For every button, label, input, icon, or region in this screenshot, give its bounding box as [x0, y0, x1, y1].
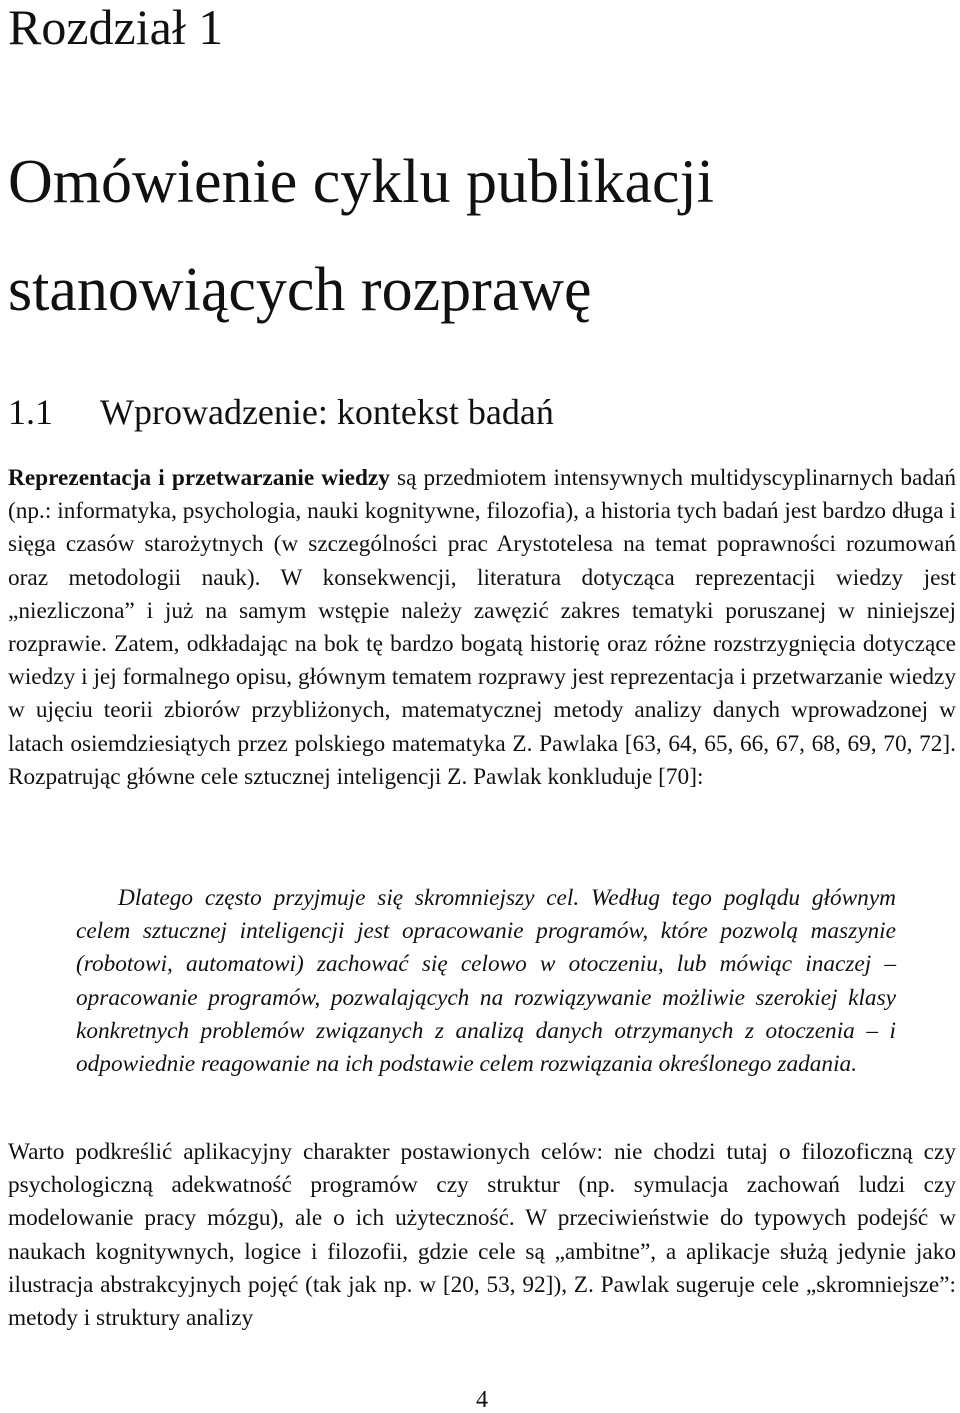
- document-page: [8, 0, 956, 1413]
- page-number: 4: [476, 1387, 488, 1413]
- block-quote: [76, 882, 896, 1081]
- bold-lead-term: Reprezentacja i przetwarzanie wiedzy: [8, 465, 390, 491]
- section-number: 1.1: [8, 392, 53, 432]
- chapter-label: Rozdział 1: [8, 0, 224, 55]
- paragraph-intro: [8, 462, 956, 794]
- paragraph-applications: Warto podkreślić aplikacyjny charakter postawionych celów: nie chodzi tutaj o filozoficzną czy psychologiczną adekwatność programów czy struktur (np. symulacja zachowań ludzi czy modelowanie pracy mózgu), ale o ich użyteczność. W przeciwieństwie do typowych podejść w naukach kognitywnych, logice i filozofii, gdzie cele są „ambitne”, a aplikacje służą jedynie jako ilustracja abstrakcyjnych pojęć (tak jak np. w [20, 53, 92]), Z. Pawlak sugeruje cele „skromniejsze”: metody i struktury analizy: [8, 1139, 956, 1332]
- chapter-title: Omówienie cyklu publikacji stanowiących rozprawę: [8, 148, 714, 324]
- section-title: Wprowadzenie: kontekst badań: [100, 392, 554, 432]
- section-heading: [8, 390, 554, 434]
- block-quote-text: Dlatego często przyjmuje się skromniejszy cel. Według tego poglądu głównym celem sztucznej inteligencji jest opracowanie programów, które pozwolą maszynie (robotowi, automatowi) zachować się celowo w otoczeniu, lub mówiąc inaczej – opracowanie programów, pozwalających na rozwiązywanie możliwie szerokiej klasy konkretnych problemów związanych z analizą danych otrzymanych z otoczenia – i odpowiednie reagowanie na ich podstawie celem rozwiązania określonego zadania.: [76, 885, 896, 1078]
- paragraph-intro-text: są przedmiotem intensywnych multidyscyplinarnych badań (np.: informatyka, psychologia, nauki kognitywne, filozofia), a historia tych badań jest bardzo długa i sięga czasów starożytnych (w szczególności prac Arystotelesa na temat poprawności rozumowań oraz metodologii nauk). W konsekwencji, literatura dotycząca reprezentacji wiedzy jest „niezliczona” i już na samym wstępie należy zawęzić zakres tematyki poruszanej w niniejszej rozprawie. Zatem, odkładając na bok tę bardzo bogatą historię oraz różne rozstrzygnięcia dotyczące wiedzy i jej formalnego opisu, głównym tematem rozprawy jest reprezentacja i przetwarzanie wiedzy w ujęciu teorii zbiorów przybliżonych, matematycznej metody analizy danych wprowadzonej w latach osiemdziesiątych przez polskiego matematyka Z. Pawlaka [63, 64, 65, 66, 67, 68, 69, 70, 72]. Rozpatrując główne cele sztucznej inteligencji Z. Pawlak konkluduje [70]:: [8, 465, 956, 790]
